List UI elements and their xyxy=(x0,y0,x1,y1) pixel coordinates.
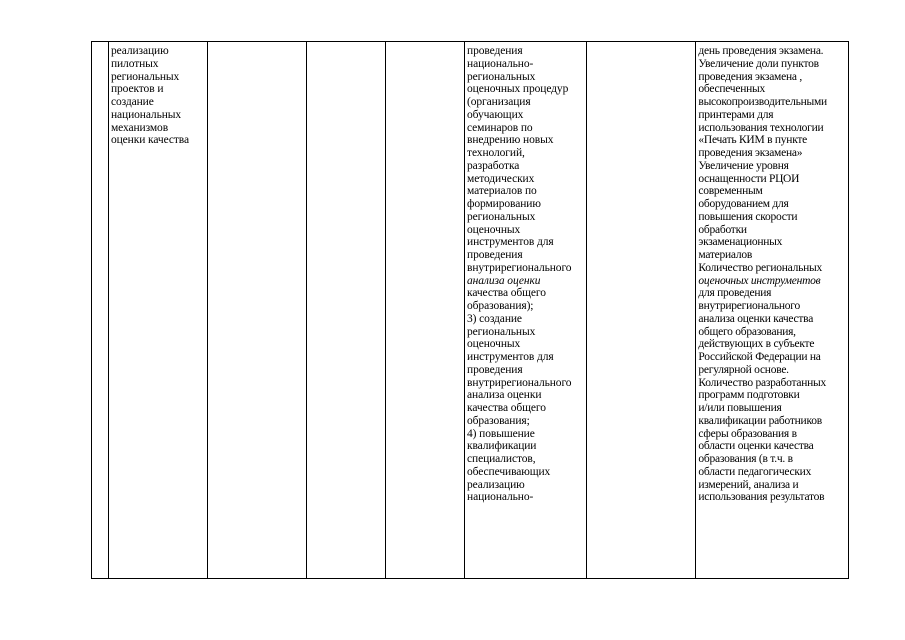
text-line: региональных xyxy=(467,70,536,83)
text-line: оценочных инструментов xyxy=(698,274,821,287)
text-line: инструментов для xyxy=(467,351,554,363)
text-line: принтерами для xyxy=(698,108,774,121)
text-line: Количество разработанных xyxy=(698,376,827,389)
text-line: повышения скорости xyxy=(698,210,798,223)
text-line: создание xyxy=(110,96,154,108)
text-line: оценочных xyxy=(467,338,521,351)
text-line: программ подготовки xyxy=(698,389,800,402)
text-line: материалов xyxy=(698,249,753,261)
text-line: инструментов для xyxy=(467,236,554,249)
text-line: обучающих xyxy=(467,108,524,121)
text-line: квалификации xyxy=(467,440,537,453)
text-line: регулярной основе. xyxy=(698,363,789,376)
text-line: формированию xyxy=(467,198,541,210)
text-line: национально- xyxy=(467,57,534,70)
text-line: качества общего xyxy=(467,402,546,414)
text-line: Российской Федерации на xyxy=(698,351,821,363)
text-line: анализа оценки xyxy=(467,389,542,402)
text-line: обеспечивающих xyxy=(467,465,551,478)
indicators-text xyxy=(696,42,848,504)
text-line: использования результатов xyxy=(698,491,825,504)
text-line: внутрирегионального xyxy=(467,376,572,389)
text-line: пилотных xyxy=(110,57,159,70)
text-line: региональных xyxy=(110,70,180,83)
text-line: национально- xyxy=(467,491,534,504)
text-line: высокопроизводительными xyxy=(698,96,827,108)
text-line: (организация xyxy=(467,96,531,108)
text-line: области оценки качества xyxy=(698,440,814,453)
text-line: специалистов, xyxy=(467,453,536,465)
text-line: образования (в т.ч. в xyxy=(698,453,793,465)
text-line: методических xyxy=(467,172,535,185)
table-column-activities xyxy=(465,42,587,578)
text-line: внедрению новых xyxy=(467,134,554,147)
text-line: 4) повышение xyxy=(467,427,535,440)
table-column-3 xyxy=(307,42,386,578)
text-line: механизмов xyxy=(110,121,169,134)
text-line: внутрирегионального xyxy=(698,300,800,312)
text-line: оценочных процедур xyxy=(467,83,569,96)
text-line: проведения экзамена» xyxy=(698,147,803,159)
text-line: измерений, анализа и xyxy=(698,478,799,491)
text-line: проведения экзамена , xyxy=(698,70,802,83)
text-line: «Печать КИМ в пункте xyxy=(698,134,808,147)
table-column-2 xyxy=(208,42,308,578)
text-line: обеспеченных xyxy=(698,83,765,96)
text-line: общего образования, xyxy=(698,325,796,338)
text-line: для проведения xyxy=(698,287,772,300)
text-line: технологий, xyxy=(467,147,525,159)
text-line: региональных xyxy=(467,325,536,338)
text-line: национальных xyxy=(110,108,182,121)
text-line: Увеличение уровня xyxy=(698,159,789,172)
table-column-indicators xyxy=(696,42,848,578)
text-line: анализа оценки xyxy=(467,274,541,287)
text-line: день проведения экзамена. xyxy=(698,45,824,57)
text-line: внутрирегионального xyxy=(467,261,572,274)
text-line: Увеличение доли пунктов xyxy=(698,57,819,70)
text-line: региональных xyxy=(467,210,536,223)
text-line: реализацию xyxy=(110,45,169,57)
text-line: проведения xyxy=(467,249,523,261)
table-column-6 xyxy=(587,42,697,578)
text-line: разработка xyxy=(467,159,520,172)
text-line: анализа оценки качества xyxy=(698,312,814,325)
table-column-number xyxy=(92,42,109,578)
text-line: Количество региональных xyxy=(698,261,822,274)
text-line: образования); xyxy=(467,300,534,312)
text-line: реализацию xyxy=(467,478,525,491)
text-line: материалов по xyxy=(467,185,537,198)
text-line: образования; xyxy=(467,414,530,427)
text-line: оборудованием для xyxy=(698,198,789,210)
text-line: качества общего xyxy=(467,287,546,300)
text-line: оценки качества xyxy=(110,134,189,147)
text-line: проектов и xyxy=(110,83,164,96)
text-line: проведения xyxy=(467,45,523,57)
text-line: семинаров по xyxy=(467,121,533,134)
task-text xyxy=(109,42,207,147)
text-line: квалификации работников xyxy=(698,414,822,427)
text-line: экзаменационных xyxy=(698,236,783,249)
text-line: оценочных xyxy=(467,223,521,236)
text-line: обработки xyxy=(698,223,747,236)
text-line: области педагогических xyxy=(698,465,812,478)
activities-text xyxy=(465,42,586,504)
text-line: оснащенности РЦОИ xyxy=(698,172,800,185)
table-column-task xyxy=(109,42,208,578)
table-column-4 xyxy=(386,42,465,578)
text-line: современным xyxy=(698,185,763,198)
text-line: действующих в субъекте xyxy=(698,338,815,351)
text-line: проведения xyxy=(467,363,523,376)
text-line: и/или повышения xyxy=(698,402,782,414)
text-line: использования технологии xyxy=(698,121,824,134)
text-line: сферы образования в xyxy=(698,427,797,440)
program-table xyxy=(91,41,849,579)
text-line: 3) создание xyxy=(467,312,522,325)
